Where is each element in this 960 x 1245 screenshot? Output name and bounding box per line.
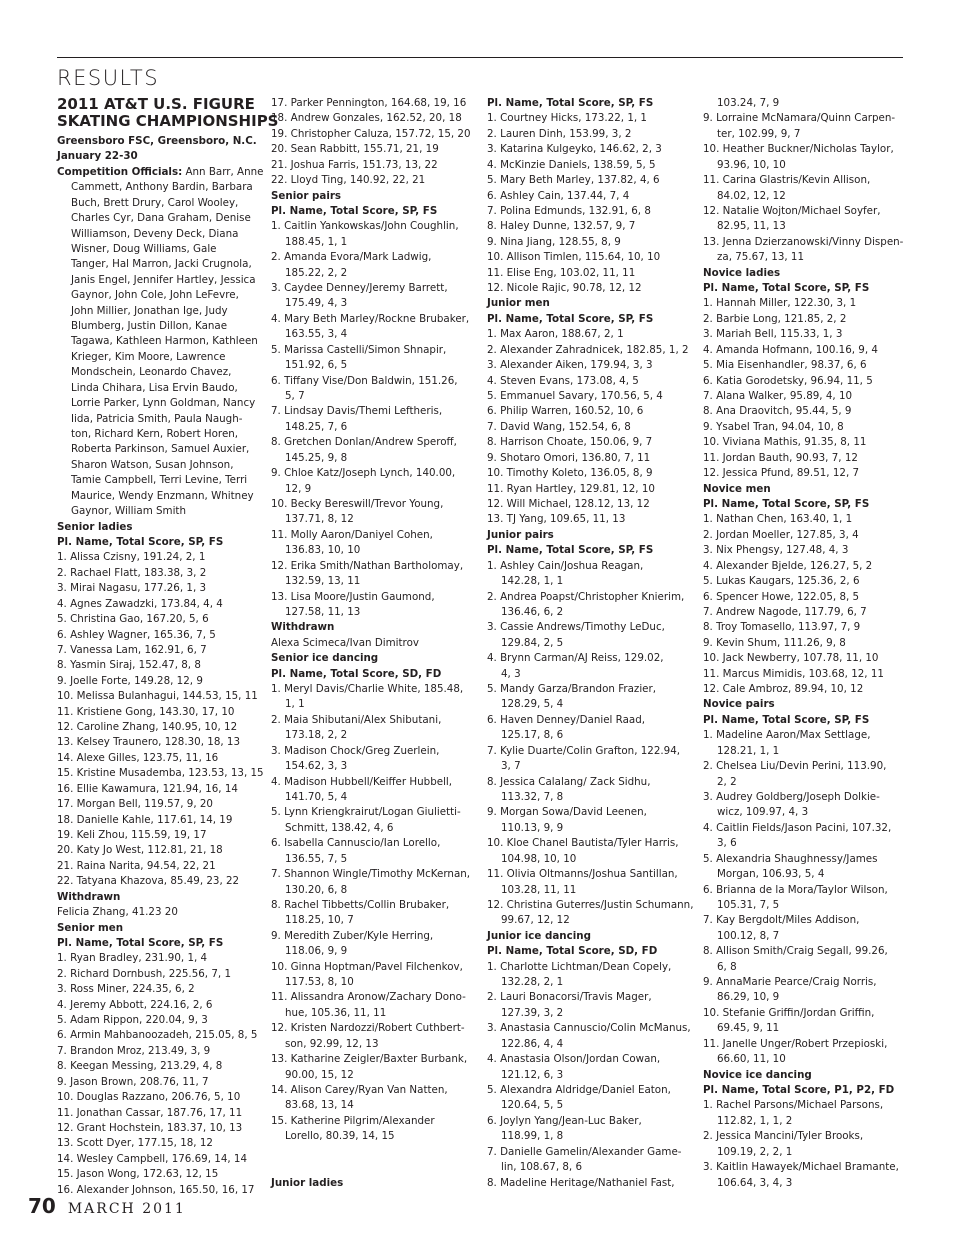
- result-continuation: 12, 9: [285, 482, 312, 495]
- result-continuation: 154.62, 3, 3: [285, 760, 348, 773]
- result-line: 5. Alexandra Aldridge/Daniel Eaton,: [487, 1084, 671, 1096]
- result-continuation: 142.28, 1, 1: [501, 575, 564, 588]
- result-line: 9. Morgan Sowa/David Leenen,: [487, 806, 647, 819]
- result-continuation: 99.67, 12, 12: [501, 914, 570, 927]
- result-line: 7. Vanessa Lam, 162.91, 6, 7: [57, 643, 207, 656]
- category-heading: Pl. Name, Total Score, SP, FS: [703, 713, 870, 726]
- result-line: Alexa Scimeca/Ivan Dimitrov: [271, 636, 419, 649]
- result-line: 7. Danielle Gamelin/Alexander Game-: [487, 1145, 682, 1158]
- result-line: 19. Christopher Caluza, 157.72, 15, 20: [271, 127, 471, 140]
- result-continuation: Tagawa, Kathleen Harmon, Kathleen: [71, 335, 258, 348]
- result-continuation: 118.06, 9, 9: [285, 945, 348, 958]
- result-line: 9. Chloe Katz/Joseph Lynch, 140.00,: [271, 467, 456, 480]
- result-line: 2. Lauren Dinh, 153.99, 3, 2: [487, 127, 632, 140]
- result-line: 2. Alexander Zahradnicek, 182.85, 1, 2: [487, 343, 689, 356]
- result-line: 3. Audrey Goldberg/Joseph Dolkie-: [703, 790, 880, 803]
- result-line: 12. Grant Hochstein, 183.37, 10, 13: [57, 1122, 243, 1134]
- category-heading: Junior pairs: [487, 528, 554, 541]
- result-line: 5. Adam Rippon, 220.04, 9, 3: [57, 1014, 208, 1027]
- result-line: 1. Ryan Bradley, 231.90, 1, 4: [57, 952, 208, 965]
- result-line: 11. Kristiene Gong, 143.30, 17, 10: [57, 705, 235, 718]
- result-continuation: 185.22, 2, 2: [285, 266, 348, 279]
- result-continuation: 84.02, 12, 12: [717, 189, 786, 202]
- result-line: 1. Meryl Davis/Charlie White, 185.48,: [271, 683, 464, 696]
- result-line: 16. Alexander Johnson, 165.50, 16, 17: [57, 1183, 255, 1196]
- result-continuation: 106.64, 3, 4, 3: [717, 1176, 793, 1189]
- result-line: 2. Rachael Flatt, 183.38, 3, 2: [57, 566, 207, 579]
- result-continuation: Lorrie Parker, Lynn Goldman, Nancy: [71, 397, 256, 410]
- result-continuation: 137.71, 8, 12: [285, 513, 354, 526]
- result-line: 11. Jonathan Cassar, 187.76, 17, 11: [57, 1106, 243, 1119]
- result-continuation: Gaynor, John Cole, John LeFevre,: [71, 289, 239, 302]
- result-line: 1. Ashley Cain/Joshua Reagan,: [487, 559, 644, 572]
- result-continuation: 163.55, 3, 4: [285, 328, 348, 341]
- category-heading: Novice ice dancing: [703, 1068, 812, 1081]
- result-continuation: lin, 108.67, 8, 6: [501, 1161, 583, 1174]
- result-line: 17. Parker Pennington, 164.68, 19, 16: [271, 97, 467, 109]
- result-line: 2. Chelsea Liu/Devin Perini, 113.90,: [703, 760, 887, 773]
- result-line: 9. Jason Brown, 208.76, 11, 7: [57, 1075, 209, 1088]
- result-continuation: Krieger, Kim Moore, Lawrence: [71, 350, 226, 363]
- result-continuation: Cammett, Anthony Bardin, Barbara: [71, 181, 253, 194]
- result-line: 8. Troy Tomasello, 113.97, 7, 9: [703, 621, 861, 634]
- result-line: 5. Christina Gao, 167.20, 5, 6: [57, 613, 209, 626]
- result-line: 7. Alana Walker, 95.89, 4, 10: [703, 390, 853, 403]
- category-heading: Junior ladies: [271, 1176, 344, 1189]
- result-continuation: Linda Chihara, Lisa Ervin Baudo,: [71, 381, 238, 394]
- result-line: 13. Jenna Dzierzanowski/Vinny Dispen-: [703, 235, 904, 248]
- category-heading: Senior ice dancing: [271, 652, 379, 665]
- result-line: 1. Hannah Miller, 122.30, 3, 1: [703, 297, 857, 310]
- result-line: 2. Barbie Long, 121.85, 2, 2: [703, 312, 847, 325]
- result-continuation: 5, 7: [285, 390, 305, 403]
- result-line: 12. Caroline Zhang, 140.95, 10, 12: [57, 721, 238, 734]
- result-line: 11. Carina Glastris/Kevin Allison,: [703, 174, 871, 187]
- result-line: 3. Katarina Kulgeyko, 146.62, 2, 3: [487, 143, 662, 156]
- result-continuation: 120.64, 5, 5: [501, 1099, 564, 1112]
- result-line: 1. Alissa Czisny, 191.24, 2, 1: [57, 551, 206, 564]
- result-continuation: 128.21, 1, 1: [717, 744, 780, 757]
- result-continuation: 110.13, 9, 9: [501, 821, 564, 834]
- result-continuation: 117.53, 8, 10: [285, 976, 354, 989]
- result-line: 6. Spencer Howe, 122.05, 8, 5: [703, 590, 860, 603]
- result-line: 6. Ashley Wagner, 165.36, 7, 5: [57, 628, 216, 641]
- result-line: 9. Kevin Shum, 111.26, 9, 8: [703, 636, 846, 649]
- result-continuation: 2, 2: [717, 775, 737, 788]
- result-continuation: 86.29, 10, 9: [717, 991, 780, 1004]
- result-continuation: Tamie Campbell, Terri Levine, Terri: [71, 474, 248, 487]
- result-line: 10. Kloe Chanel Bautista/Tyler Harris,: [487, 837, 679, 850]
- result-continuation: 141.70, 5, 4: [285, 790, 348, 803]
- result-line: 11. Molly Aaron/Daniyel Cohen,: [271, 528, 433, 541]
- result-line: 4. Brynn Carman/AJ Reiss, 129.02,: [487, 652, 664, 665]
- result-line: Felicia Zhang, 41.23 20: [57, 906, 178, 919]
- result-line: 3. Anastasia Cannuscio/Colin McManus,: [487, 1022, 691, 1035]
- result-line: 8. Madeline Heritage/Nathaniel Fast,: [487, 1176, 675, 1189]
- result-continuation: 113.32, 7, 8: [501, 790, 564, 803]
- result-line: 13. Katharine Zeigler/Baxter Burbank,: [271, 1053, 468, 1066]
- result-line: 10. Douglas Razzano, 206.76, 5, 10: [57, 1091, 241, 1104]
- result-continuation: Mondschein, Leonardo Chavez,: [71, 366, 232, 379]
- result-line: 8. Haley Dunne, 132.57, 9, 7: [487, 220, 636, 233]
- category-heading: Junior ice dancing: [487, 929, 591, 942]
- category-heading: Pl. Name, Total Score, SP, FS: [57, 535, 224, 548]
- result-line: 15. Katherine Pilgrim/Alexander: [271, 1114, 435, 1127]
- header-rule: [57, 57, 903, 58]
- result-continuation: 109.19, 2, 2, 1: [717, 1145, 793, 1158]
- result-line: 7. Kay Bergdolt/Miles Addison,: [703, 914, 860, 927]
- result-line: 2. Lauri Bonacorsi/Travis Mager,: [487, 991, 652, 1004]
- result-line: 22. Tatyana Khazova, 85.49, 23, 22: [57, 875, 240, 888]
- result-line: 11. Olivia Oltmanns/Joshua Santillan,: [487, 868, 678, 881]
- result-continuation: ton, Richard Kern, Robert Horen,: [71, 428, 239, 441]
- result-line: 12. Kristen Nardozzi/Robert Cuthbert-: [271, 1022, 465, 1035]
- result-line: 6. Isabella Cannuscio/Ian Lorello,: [271, 837, 441, 850]
- result-continuation: Roberta Parkinson, Samuel Auxier,: [71, 443, 250, 456]
- category-heading: Junior men: [487, 297, 550, 310]
- result-line: 14. Alexe Gilles, 123.75, 11, 16: [57, 751, 219, 764]
- result-line: 18. Danielle Kahle, 117.61, 14, 19: [57, 813, 233, 826]
- result-line: 15. Jason Wong, 172.63, 12, 15: [57, 1168, 219, 1181]
- result-line: 18. Andrew Gonzales, 162.52, 20, 18: [271, 112, 462, 125]
- result-continuation: 121.12, 6, 3: [501, 1068, 564, 1081]
- result-line: 4. Caitlin Fields/Jason Pacini, 107.32,: [703, 821, 892, 834]
- result-line: 7. Andrew Nagode, 117.79, 6, 7: [703, 605, 867, 618]
- result-line: 9. Nina Jiang, 128.55, 8, 9: [487, 235, 621, 248]
- result-continuation: 83.68, 13, 14: [285, 1099, 354, 1112]
- result-line: 21. Joshua Farris, 151.73, 13, 22: [271, 158, 438, 171]
- result-line: 3. Nix Phengsy, 127.48, 4, 3: [703, 544, 849, 557]
- result-line: 10. Ginna Hoptman/Pavel Filchenkov,: [271, 960, 463, 973]
- category-heading: Novice men: [703, 482, 771, 495]
- category-heading: Novice pairs: [703, 698, 775, 711]
- result-line: 21. Raina Narita, 94.54, 22, 21: [57, 859, 216, 872]
- result-continuation: 103.24, 7, 9: [717, 97, 780, 109]
- result-line: 10. Becky Bereswill/Trevor Young,: [271, 497, 444, 510]
- event-title: 2011 AT&T U.S. FIGURE: [57, 95, 255, 113]
- result-continuation: 122.86, 4, 4: [501, 1037, 564, 1050]
- result-line: 10. Viviana Mathis, 91.35, 8, 11: [703, 436, 867, 449]
- result-line: 12. Will Michael, 128.12, 13, 12: [487, 497, 650, 510]
- result-line: 7. David Wang, 152.54, 6, 8: [487, 420, 631, 433]
- spacer: [271, 1145, 477, 1160]
- result-line: 11. Ryan Hartley, 129.81, 12, 10: [487, 482, 655, 495]
- result-continuation: 103.28, 11, 11: [501, 883, 577, 896]
- result-line: 5. Lynn Kriengkrairut/Logan Giulietti-: [271, 806, 461, 819]
- result-line: 8. Ana Draovitch, 95.44, 5, 9: [703, 405, 852, 418]
- category-heading: Pl. Name, Total Score, SD, FD: [271, 667, 442, 680]
- result-continuation: Schmitt, 138.42, 4, 6: [285, 821, 394, 834]
- result-line: 10. Jack Newberry, 107.78, 11, 10: [703, 652, 879, 665]
- result-continuation: Maurice, Wendy Enzmann, Whitney: [71, 489, 254, 502]
- result-continuation: 128.29, 5, 4: [501, 698, 564, 711]
- result-line: 1. Nathan Chen, 163.40, 1, 1: [703, 513, 853, 526]
- category-heading: Pl. Name, Total Score, P1, P2, FD: [703, 1084, 895, 1096]
- category-heading: Pl. Name, Total Score, SP, FS: [57, 936, 224, 949]
- result-line: 8. Keegan Messing, 213.29, 4, 8: [57, 1060, 223, 1073]
- result-continuation: 132.28, 2, 1: [501, 976, 564, 989]
- result-line: 1. Rachel Parsons/Michael Parsons,: [703, 1099, 884, 1112]
- result-line: 9. AnnaMarie Pearce/Craig Norris,: [703, 976, 877, 989]
- result-line: 8. Harrison Choate, 150.06, 9, 7: [487, 436, 653, 449]
- result-line: 6. Brianna de la Mora/Taylor Wilson,: [703, 883, 888, 896]
- result-line: 11. Jordan Bauth, 90.93, 7, 12: [703, 451, 858, 464]
- result-line: 13. Scott Dyer, 177.15, 18, 12: [57, 1137, 213, 1150]
- result-line: 12. Erika Smith/Nathan Bartholomay,: [271, 559, 464, 572]
- category-heading: Pl. Name, Total Score, SP, FS: [703, 497, 870, 510]
- result-line: 7. Brandon Mroz, 213.49, 3, 9: [57, 1044, 211, 1057]
- officials-line: Competition Officials: Ann Barr, Anne: [57, 165, 264, 178]
- result-line: 4. McKinzie Daniels, 138.59, 5, 5: [487, 158, 656, 171]
- result-continuation: 100.12, 8, 7: [717, 929, 780, 942]
- result-continuation: 69.45, 9, 11: [717, 1022, 780, 1035]
- result-continuation: 129.84, 2, 5: [501, 636, 564, 649]
- category-heading: Pl. Name, Total Score, SP, FS: [487, 97, 654, 109]
- result-line: 11. Janelle Unger/Robert Przepioski,: [703, 1037, 888, 1050]
- result-line: 7. Polina Edmunds, 132.91, 6, 8: [487, 204, 651, 217]
- result-line: 8. Gretchen Donlan/Andrew Speroff,: [271, 436, 457, 449]
- section-title: RESULTS: [57, 66, 160, 90]
- results-column-2: [271, 96, 477, 1191]
- result-line: 9. Meredith Zuber/Kyle Herring,: [271, 929, 434, 942]
- result-line: 3. Madison Chock/Greg Zuerlein,: [271, 744, 440, 757]
- result-line: 12. Cale Ambroz, 89.94, 10, 12: [703, 683, 864, 696]
- result-line: 9. Ysabel Tran, 94.04, 10, 8: [703, 420, 844, 433]
- result-line: 8. Allison Smith/Craig Segall, 99.26,: [703, 945, 888, 958]
- result-line: 5. Mandy Garza/Brandon Frazier,: [487, 683, 657, 696]
- result-line: 12. Jessica Pfund, 89.51, 12, 7: [703, 467, 860, 480]
- result-line: 12. Christina Guterres/Justin Schumann,: [487, 898, 694, 911]
- result-line: 2. Jordan Moeller, 127.85, 3, 4: [703, 528, 859, 541]
- result-line: 13. Kelsey Traunero, 128.30, 18, 13: [57, 736, 241, 749]
- result-line: 6. Joylyn Yang/Jean-Luc Baker,: [487, 1114, 642, 1127]
- result-line: 1. Caitlin Yankowskas/John Coughlin,: [271, 220, 459, 233]
- result-continuation: 125.17, 8, 6: [501, 729, 564, 742]
- result-continuation: Tanger, Hal Marron, Jacki Crugnola,: [71, 258, 252, 271]
- result-line: 22. Lloyd Ting, 140.92, 22, 21: [271, 174, 426, 187]
- result-line: 2. Amanda Evora/Mark Ladwig,: [271, 251, 432, 264]
- result-line: 3. Ross Miner, 224.35, 6, 2: [57, 983, 195, 996]
- result-line: 5. Marissa Castelli/Simon Shnapir,: [271, 343, 447, 356]
- category-heading: January 22-30: [57, 150, 138, 163]
- result-continuation: Blumberg, Justin Dillon, Kanae: [71, 320, 228, 333]
- result-line: 4. Mary Beth Marley/Rockne Brubaker,: [271, 312, 470, 325]
- officials-label: Competition Officials:: [57, 165, 183, 178]
- result-line: 4. Agnes Zawadzki, 173.84, 4, 4: [57, 597, 223, 610]
- result-line: 8. Jessica Calalang/ Zack Sidhu,: [487, 775, 651, 788]
- event-title: SKATING CHAMPIONSHIPS: [57, 112, 279, 130]
- result-continuation: Janis Engel, Jennifer Hartley, Jessica: [71, 273, 256, 286]
- result-continuation: 173.18, 2, 2: [285, 729, 348, 742]
- result-continuation: 104.98, 10, 10: [501, 852, 577, 865]
- result-line: 17. Morgan Bell, 119.57, 9, 20: [57, 798, 213, 811]
- result-line: 20. Katy Jo West, 112.81, 21, 18: [57, 844, 223, 857]
- result-continuation: 93.96, 10, 10: [717, 158, 786, 171]
- result-continuation: 3, 6: [717, 837, 737, 850]
- result-line: 10. Allison Timlen, 115.64, 10, 10: [487, 251, 661, 264]
- result-continuation: 132.59, 13, 11: [285, 575, 361, 588]
- result-continuation: Gaynor, William Smith: [71, 505, 186, 518]
- spacer: [271, 1160, 477, 1175]
- result-line: 15. Kristine Musademba, 123.53, 13, 15: [57, 767, 264, 780]
- result-line: 4. Steven Evans, 173.08, 4, 5: [487, 374, 639, 387]
- result-continuation: 105.31, 7, 5: [717, 898, 780, 911]
- category-heading: Pl. Name, Total Score, SP, FS: [487, 544, 654, 557]
- result-continuation: Sharon Watson, Susan Johnson,: [71, 458, 234, 471]
- result-line: 8. Yasmin Siraj, 152.47, 8, 8: [57, 659, 201, 672]
- result-continuation: hue, 105.36, 11, 11: [285, 1006, 387, 1019]
- result-continuation: 148.25, 7, 6: [285, 420, 348, 433]
- result-line: 3. Kaitlin Hawayek/Michael Bramante,: [703, 1161, 899, 1174]
- result-continuation: ter, 102.99, 9, 7: [717, 127, 801, 140]
- result-continuation: 175.49, 4, 3: [285, 297, 348, 310]
- result-continuation: 130.20, 6, 8: [285, 883, 348, 896]
- result-line: 13. TJ Yang, 109.65, 11, 13: [487, 513, 626, 526]
- result-line: 6. Katia Gorodetsky, 96.94, 11, 5: [703, 374, 873, 387]
- result-line: 2. Jessica Mancini/Tyler Brooks,: [703, 1130, 864, 1143]
- category-heading: Pl. Name, Total Score, SP, FS: [271, 204, 438, 217]
- result-line: 5. Alexandria Shaughnessy/James: [703, 852, 878, 865]
- result-continuation: 145.25, 9, 8: [285, 451, 348, 464]
- result-continuation: 151.92, 6, 5: [285, 359, 348, 372]
- result-continuation: za, 75.67, 13, 11: [717, 251, 805, 264]
- result-line: 1. Max Aaron, 188.67, 2, 1: [487, 328, 624, 341]
- result-line: 10. Timothy Koleto, 136.05, 8, 9: [487, 467, 653, 480]
- result-continuation: Iida, Patricia Smith, Paula Naugh-: [71, 412, 243, 425]
- result-line: 3. Mariah Bell, 115.33, 1, 3: [703, 328, 843, 341]
- result-line: 19. Keli Zhou, 115.59, 19, 17: [57, 828, 207, 841]
- result-line: 16. Ellie Kawamura, 121.94, 16, 14: [57, 782, 238, 795]
- result-line: 4. Amanda Hofmann, 100.16, 9, 4: [703, 343, 878, 356]
- result-line: 7. Kylie Duarte/Colin Grafton, 122.94,: [487, 744, 681, 757]
- result-continuation: 82.95, 11, 13: [717, 220, 786, 233]
- result-line: 4. Jeremy Abbott, 224.16, 2, 6: [57, 998, 213, 1011]
- category-heading: Pl. Name, Total Score, SP, FS: [487, 312, 654, 325]
- result-line: 2. Maia Shibutani/Alex Shibutani,: [271, 713, 442, 726]
- results-column-4: [703, 96, 909, 1191]
- result-line: 9. Shotaro Omori, 136.80, 7, 11: [487, 451, 651, 464]
- result-line: 11. Marcus Mimidis, 103.68, 12, 11: [703, 667, 884, 680]
- result-continuation: Morgan, 106.93, 5, 4: [717, 868, 825, 881]
- result-continuation: 136.46, 6, 2: [501, 605, 564, 618]
- result-line: 3. Caydee Denney/Jeremy Barrett,: [271, 282, 448, 295]
- result-line: 4. Madison Hubbell/Keiffer Hubbell,: [271, 775, 453, 788]
- result-line: 14. Wesley Campbell, 176.69, 14, 14: [57, 1152, 248, 1165]
- result-line: 5. Mia Eisenhandler, 98.37, 6, 6: [703, 359, 867, 372]
- result-continuation: Buch, Brett Drury, Carol Wooley,: [71, 196, 239, 209]
- result-continuation: 112.82, 1, 1, 2: [717, 1114, 793, 1127]
- result-continuation: Lorello, 80.39, 14, 15: [285, 1130, 395, 1143]
- result-line: 8. Rachel Tibbetts/Collin Brubaker,: [271, 898, 450, 911]
- result-continuation: 118.25, 10, 7: [285, 914, 354, 927]
- category-heading: Senior men: [57, 921, 124, 934]
- result-line: 9. Joelle Forte, 149.28, 12, 9: [57, 674, 203, 687]
- result-line: 11. Elise Eng, 103.02, 11, 11: [487, 266, 636, 279]
- result-line: 14. Alison Carey/Ryan Van Natten,: [271, 1084, 448, 1096]
- results-column-1: [57, 95, 279, 1198]
- result-line: 12. Natalie Wojton/Michael Soyfer,: [703, 204, 881, 217]
- result-continuation: 127.39, 3, 2: [501, 1006, 564, 1019]
- category-heading: Senior pairs: [271, 189, 342, 202]
- result-line: 10. Melissa Bulanhagui, 144.53, 15, 11: [57, 690, 258, 703]
- result-line: 11. Alissandra Aronow/Zachary Dono-: [271, 991, 466, 1004]
- result-line: 4. Alexander Bjelde, 126.27, 5, 2: [703, 559, 873, 572]
- result-continuation: 136.55, 7, 5: [285, 852, 348, 865]
- result-line: 6. Armin Mahbanoozadeh, 215.05, 8, 5: [57, 1029, 258, 1042]
- result-continuation: Charles Cyr, Dana Graham, Denise: [71, 212, 251, 225]
- result-line: 6. Tiffany Vise/Don Baldwin, 151.26,: [271, 374, 458, 387]
- result-line: 6. Haven Denney/Daniel Raad,: [487, 713, 646, 726]
- result-line: 3. Mirai Nagasu, 177.26, 1, 3: [57, 582, 207, 595]
- results-column-3: [487, 96, 693, 1191]
- category-heading: Pl. Name, Total Score, SP, FS: [703, 282, 870, 295]
- result-line: 1. Madeline Aaron/Max Settlage,: [703, 729, 871, 742]
- result-continuation: 66.60, 11, 10: [717, 1053, 786, 1066]
- result-line: 3. Alexander Aiken, 179.94, 3, 3: [487, 359, 653, 372]
- result-continuation: 136.83, 10, 10: [285, 544, 361, 557]
- result-continuation: John Millier, Jonathan Ige, Judy: [71, 304, 228, 317]
- result-line: 20. Sean Rabbitt, 155.71, 21, 19: [271, 143, 439, 156]
- result-line: 1. Charlotte Lichtman/Dean Copely,: [487, 960, 672, 973]
- category-heading: Pl. Name, Total Score, SD, FD: [487, 945, 658, 958]
- result-line: 5. Mary Beth Marley, 137.82, 4, 6: [487, 174, 660, 187]
- category-heading: Greensboro FSC, Greensboro, N.C.: [57, 135, 257, 147]
- result-continuation: 3, 7: [501, 760, 521, 773]
- result-line: 10. Heather Buckner/Nicholas Taylor,: [703, 143, 894, 156]
- result-continuation: son, 92.99, 12, 13: [285, 1037, 379, 1050]
- result-continuation: 118.99, 1, 8: [501, 1130, 564, 1143]
- result-line: 1. Courtney Hicks, 173.22, 1, 1: [487, 112, 647, 125]
- result-line: 12. Nicole Rajic, 90.78, 12, 12: [487, 282, 642, 295]
- result-continuation: wicz, 109.97, 4, 3: [717, 806, 809, 819]
- page-footer: [28, 1194, 186, 1218]
- issue-date: MARCH 2011: [67, 1201, 186, 1217]
- category-heading: Withdrawn: [271, 621, 335, 634]
- result-line: 7. Shannon Wingle/Timothy McKernan,: [271, 868, 471, 881]
- result-continuation: Williamson, Deveny Deck, Diana: [71, 227, 239, 240]
- result-line: 6. Ashley Cain, 137.44, 7, 4: [487, 189, 630, 202]
- result-line: 13. Lisa Moore/Justin Gaumond,: [271, 590, 435, 603]
- category-heading: Senior ladies: [57, 520, 133, 533]
- result-line: 5. Lukas Kaugars, 125.36, 2, 6: [703, 575, 860, 588]
- result-line: 10. Stefanie Griffin/Jordan Griffin,: [703, 1006, 875, 1019]
- result-line: 3. Cassie Andrews/Timothy LeDuc,: [487, 621, 665, 634]
- result-line: 2. Andrea Poapst/Christopher Knierim,: [487, 590, 685, 603]
- result-line: 4. Anastasia Olson/Jordan Cowan,: [487, 1053, 661, 1066]
- result-continuation: 4, 3: [501, 667, 521, 680]
- result-line: 9. Lorraine McNamara/Quinn Carpen-: [703, 112, 896, 125]
- result-continuation: 90.00, 15, 12: [285, 1068, 354, 1081]
- category-heading: Novice ladies: [703, 266, 781, 279]
- category-heading: Withdrawn: [57, 890, 121, 903]
- result-line: 5. Emmanuel Savary, 170.56, 5, 4: [487, 390, 663, 403]
- result-continuation: Wisner, Doug Williams, Gale: [71, 242, 217, 255]
- result-continuation: 6, 8: [717, 960, 737, 973]
- result-line: 7. Lindsay Davis/Themi Leftheris,: [271, 405, 443, 418]
- result-continuation: 188.45, 1, 1: [285, 235, 348, 248]
- result-continuation: 127.58, 11, 13: [285, 605, 361, 618]
- page-number: 70: [28, 1194, 56, 1218]
- result-continuation: 1, 1: [285, 698, 305, 711]
- result-line: 6. Philip Warren, 160.52, 10, 6: [487, 405, 644, 418]
- result-line: 2. Richard Dornbush, 225.56, 7, 1: [57, 967, 232, 980]
